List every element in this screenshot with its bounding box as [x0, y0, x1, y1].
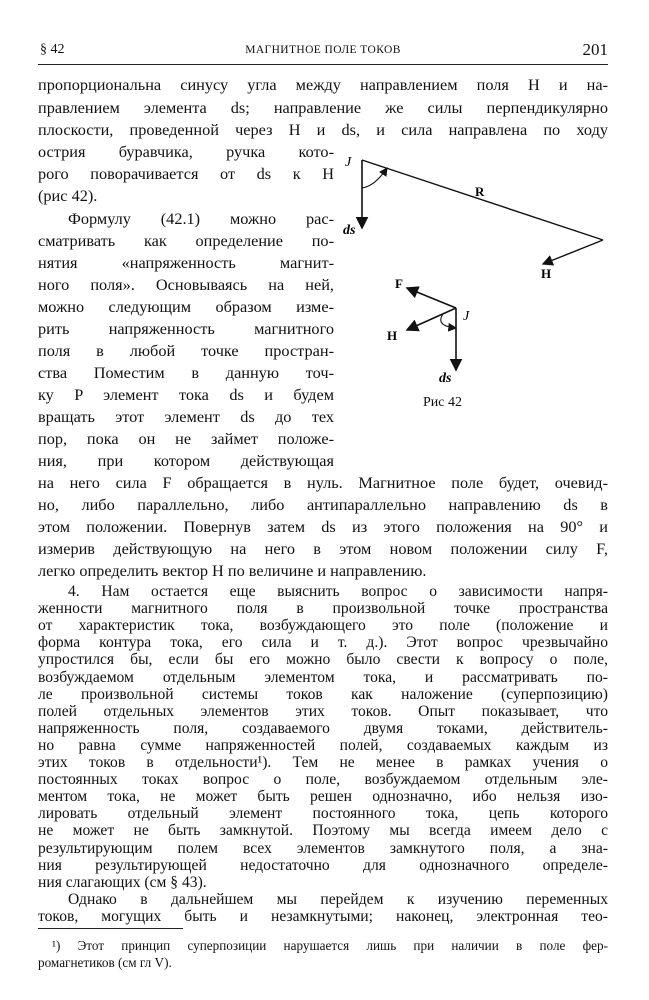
- text-line: полей отдельных элементов этих токов. Опыт показывает, что: [38, 702, 608, 720]
- text-line: измерив действующую на него в этом новом положении силу F,: [38, 539, 608, 558]
- text-line: ния, при котором действующая: [38, 451, 334, 470]
- label-ds-upper: ds: [343, 223, 356, 238]
- text-line: острия буравчика, ручка кото-: [38, 142, 334, 161]
- text-line: правлением элемента ds; направление же силы перпендикулярно: [38, 98, 608, 117]
- text-line: упростился бы, если бы его можно было свести к вопросу о поле,: [38, 651, 608, 669]
- text-line: плоскости, проведенной через H и ds, и сила направлена по ходу: [38, 120, 608, 139]
- label-j-lower: J: [463, 309, 470, 324]
- text-line: результирующим полем всех элементов замкнутого поля, а зна-: [38, 839, 608, 857]
- text-line: ния результирующей недостаточно для однозначного определе-: [38, 856, 608, 874]
- text-line: сматривать как определение по-: [38, 231, 334, 250]
- h-vector-upper: [543, 240, 603, 264]
- section-number: § 42: [40, 42, 65, 57]
- text-line: ле произвольной системы токов как наложение (суперпозицию): [38, 685, 608, 703]
- text-line: ния слагающих (см § 43).: [38, 873, 207, 891]
- text-line: рого поворачивается от ds к H: [38, 164, 334, 183]
- footnote-rule: [38, 928, 183, 929]
- text-line: можно следующим образом изме-: [38, 297, 334, 316]
- text-line: нятия «напряженность магнит-: [38, 253, 334, 272]
- text-line: на него сила F обращается в нуль. Магнитное поле будет, очевид-: [38, 473, 608, 492]
- r-vector: [362, 160, 603, 240]
- text-line: форма контура тока, его сила и т. д.). Этот вопрос чрезвычайно: [38, 634, 608, 652]
- label-h-upper: H: [541, 266, 552, 281]
- text-line: пор, пока он не займет положе-: [38, 429, 334, 448]
- running-header: [38, 40, 608, 65]
- text-line: от характеристик тока, возбуждающего это поле (положение и: [38, 617, 608, 635]
- text-line: ку P элемент тока ds и будем: [38, 385, 334, 404]
- figure-42: [335, 148, 620, 418]
- text-line: этом положении. Повернув затем ds из этого положения на 90° и: [38, 517, 608, 536]
- text-line: токов, могущих быть и незамкнутыми; наконец, электронная тео-: [38, 907, 608, 925]
- text-line: но, либо параллельно, либо антипараллельно направлению ds в: [38, 495, 608, 514]
- text-line: напряженность поля, создаваемого двумя токами, действитель-: [38, 719, 608, 737]
- label-j-upper: J: [345, 155, 352, 170]
- text-line: рить напряженность магнитного: [38, 319, 334, 338]
- figure-caption: Рис 42: [423, 395, 462, 410]
- text-line: поля в любой точке простран-: [38, 341, 334, 360]
- text-line: Формулу (42.1) можно рас-: [68, 209, 334, 228]
- text-line: вращать этот элемент ds до тех: [38, 407, 334, 426]
- text-line: пропорциональна синусу угла между направлением поля H и на-: [38, 75, 608, 94]
- label-h-lower: H: [387, 328, 398, 343]
- text-line: этих токов в отдельности¹). Тем не менее в рамках учения о: [38, 754, 608, 771]
- text-line: лировать отдельный элемент постоянного тока, цепь которого: [38, 805, 608, 823]
- text-line: (рис 42).: [38, 186, 98, 205]
- angle-arc-lower: [441, 314, 456, 328]
- label-ds-lower: ds: [439, 371, 452, 386]
- text-line: женности магнитного поля в произвольной точке пространства: [38, 600, 608, 618]
- figure-42-diagram: [335, 148, 620, 418]
- text-line: не может не быть замкнутой. Поэтому мы всегда имеем дело с: [38, 822, 608, 840]
- footnote-line: ¹) Этот принцип суперпозиции нарушается лишь при наличии в поле фер-: [52, 938, 608, 953]
- footnote-line: ромагнетиков (см гл V).: [38, 955, 172, 970]
- page-number: 201: [582, 40, 608, 59]
- text-line: ментом тока, не может быть решен однозначно, ибо нельзя изо-: [38, 788, 608, 806]
- label-r: R: [475, 184, 485, 199]
- text-line: легко определить вектор H по величине и направлению.: [38, 561, 427, 580]
- angle-arc-upper: [362, 168, 387, 188]
- f-vector: [407, 288, 456, 308]
- label-f: F: [395, 276, 403, 291]
- text-line: ства Поместим в данную точ-: [38, 363, 334, 382]
- chapter-title: МАГНИТНОЕ ПОЛЕ ТОКОВ: [245, 44, 401, 56]
- text-line: возбуждаемом отдельным элементом тока, и рассматривать по-: [38, 668, 608, 686]
- text-line: 4. Нам остается еще выяснить вопрос о зависимости напря-: [68, 583, 608, 600]
- text-line: но равна сумме напряженностей полей, создаваемых каждым из: [38, 736, 608, 754]
- text-line: Однако в дальнейшем мы перейдем к изучению переменных: [68, 890, 608, 908]
- text-line: постоянных токах вопрос о поле, возбуждаемом отдельным эле-: [38, 771, 608, 789]
- text-line: ного поля». Основываясь на ней,: [38, 275, 334, 294]
